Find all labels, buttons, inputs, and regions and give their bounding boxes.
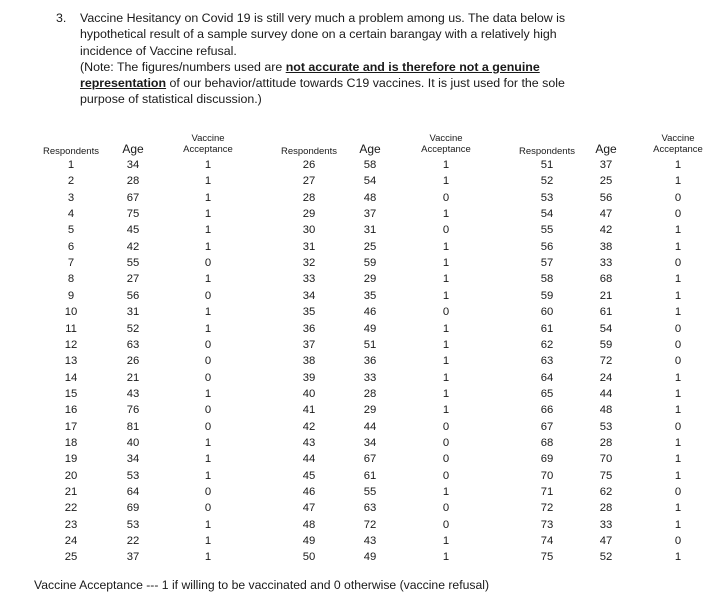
age-cell: 63 [126,338,140,351]
age-cell: 31 [363,224,377,237]
age-cell: 45 [126,224,140,237]
vaccine-acceptance-cell: 1 [204,535,212,548]
age-cell: 25 [363,240,377,253]
vaccine-header-line-1: Vaccine [191,133,225,144]
age-cell: 31 [126,306,140,319]
age-cell: 56 [599,191,613,204]
vaccine-acceptance-cell: 0 [674,420,682,433]
age-cell: 69 [126,502,140,515]
vaccine-acceptance-cell: 0 [674,355,682,368]
respondent-number-cell: 55 [540,224,554,237]
age-cell: 34 [126,453,140,466]
respondent-number-cell: 10 [64,306,78,319]
respondent-number-cell: 71 [540,486,554,498]
vaccine-acceptance-cell: 0 [204,257,212,270]
age-cell: 29 [363,273,377,286]
vaccine-acceptance-cell: 1 [204,273,212,286]
age-cell: 44 [599,387,613,400]
age-cell: 52 [599,551,613,564]
respondent-number-cell: 73 [540,518,554,531]
respondent-number-cell: 59 [540,289,554,302]
problem-note [80,59,596,108]
respondent-number-cell: 34 [302,289,316,302]
age-cell: 48 [363,191,377,204]
age-cell: 76 [126,404,140,417]
vaccine-acceptance-cell: 0 [204,289,212,302]
age-cell: 43 [126,387,140,400]
age-cell: 72 [363,518,377,531]
vaccine-acceptance-cell: 1 [442,387,450,400]
age-header-1: Age [122,142,144,156]
vaccine-acceptance-cell: 1 [204,518,212,531]
respondent-number-cell: 64 [540,371,554,384]
age-cell: 52 [126,322,140,335]
vaccine-acceptance-cell: 0 [674,535,682,548]
respondent-number-cell: 7 [67,257,75,270]
vaccine-acceptance-cell: 1 [204,469,212,482]
vaccine-acceptance-cell: 1 [674,371,682,384]
respondent-number-cell: 35 [302,306,316,319]
age-cell: 46 [363,306,377,319]
problem-statement [56,10,596,108]
respondent-number-cell: 63 [540,355,554,368]
note-line-3: purpose of statistical discussion.) [80,92,262,107]
respondent-number-cell: 67 [540,420,554,433]
respondent-number-cell: 19 [64,453,78,466]
vaccine-acceptance-cell: 0 [674,322,682,335]
vaccine-acceptance-cell: 1 [674,502,682,515]
vaccine-acceptance-cell: 1 [204,224,212,237]
vaccine-acceptance-cell: 1 [674,453,682,466]
age-cell: 28 [126,175,140,188]
vaccine-acceptance-cell: 0 [442,224,450,237]
note-line-1 [80,59,596,75]
vaccine-acceptance-cell: 1 [674,387,682,400]
respondent-number-cell: 25 [64,551,78,564]
respondent-number-cell: 48 [302,518,316,531]
respondent-number-cell: 18 [64,436,78,449]
respondent-number-cell: 17 [64,420,78,433]
age-cell: 26 [126,355,140,368]
age-cell: 75 [126,208,140,221]
respondent-number-cell: 61 [540,322,554,335]
age-cell: 34 [363,436,377,449]
vaccine-acceptance-cell: 1 [442,322,450,335]
age-cell: 55 [126,257,140,270]
respondent-number-cell: 62 [540,338,554,351]
vaccine-header-line-1: Vaccine [661,133,695,144]
respondent-number-cell: 75 [540,551,554,564]
age-cell: 48 [599,404,613,417]
age-cell: 67 [363,453,377,466]
vaccine-acceptance-cell: 0 [442,502,450,515]
respondent-number-cell: 37 [302,338,316,351]
respondent-number-cell: 42 [302,420,316,433]
respondents-header-3: Respondents [519,146,575,157]
vaccine-acceptance-cell: 1 [204,436,212,449]
respondent-number-cell: 23 [64,518,78,531]
legend-footnote: Vaccine Acceptance --- 1 if willing to be vaccinated and 0 otherwise (vaccine refusal) [34,578,490,592]
respondent-number-cell: 20 [64,469,78,482]
respondent-number-cell: 31 [302,240,316,253]
age-cell: 44 [363,420,377,433]
age-cell: 22 [126,535,140,548]
vaccine-acceptance-cell: 0 [442,453,450,466]
respondent-number-cell: 9 [67,289,75,302]
age-cell: 35 [363,289,377,302]
respondent-number-cell: 65 [540,387,554,400]
age-cell: 21 [126,371,140,384]
note-line-2 [80,75,596,91]
vaccine-acceptance-cell: 1 [674,551,682,564]
vaccine-acceptance-header-2 [416,133,476,155]
vaccine-acceptance-header-1 [178,133,238,155]
respondent-number-cell: 74 [540,535,554,548]
age-cell: 47 [599,535,613,548]
vaccine-acceptance-cell: 1 [674,273,682,286]
respondent-number-cell: 1 [67,159,75,171]
respondent-number-cell: 29 [302,208,316,221]
age-cell: 72 [599,355,613,368]
respondent-number-cell: 54 [540,208,554,221]
respondent-number-cell: 41 [302,404,316,417]
data-table-group-1 [0,132,720,562]
respondent-number-cell: 38 [302,355,316,368]
age-cell: 27 [126,273,140,286]
vaccine-acceptance-cell: 1 [442,159,450,171]
problem-number: 3. [56,11,67,25]
age-cell: 33 [599,518,613,531]
vaccine-acceptance-cell: 0 [674,486,682,498]
vaccine-acceptance-cell: 1 [442,551,450,564]
vaccine-acceptance-cell: 1 [204,191,212,204]
vaccine-acceptance-cell: 1 [442,289,450,302]
respondents-header-2: Respondents [281,146,337,157]
respondent-number-cell: 72 [540,502,554,515]
age-cell: 67 [126,191,140,204]
age-cell: 42 [126,240,140,253]
vaccine-acceptance-cell: 1 [204,453,212,466]
vaccine-acceptance-cell: 1 [674,159,682,171]
respondent-number-cell: 53 [540,191,554,204]
vaccine-acceptance-cell: 0 [442,191,450,204]
vaccine-acceptance-cell: 1 [674,175,682,188]
note-suffix-1: of our behavior/attitude towards C19 vaccines. It is just used for the sole [166,76,565,91]
age-cell: 54 [599,322,613,335]
respondent-number-cell: 56 [540,240,554,253]
vaccine-acceptance-cell: 1 [204,159,212,171]
age-cell: 53 [126,518,140,531]
age-cell: 53 [599,420,613,433]
vaccine-acceptance-cell: 1 [674,436,682,449]
respondent-number-cell: 26 [302,159,316,171]
age-cell: 70 [599,453,613,466]
age-cell: 37 [126,551,140,564]
respondent-number-cell: 11 [65,322,77,335]
age-cell: 75 [599,469,613,482]
vaccine-acceptance-cell: 1 [442,486,450,498]
respondent-number-cell: 24 [64,535,78,548]
respondent-number-cell: 60 [540,306,554,319]
age-cell: 61 [363,469,377,482]
vaccine-header-line-1: Vaccine [429,133,463,144]
vaccine-acceptance-cell: 1 [442,273,450,286]
respondent-number-cell: 30 [302,224,316,237]
age-cell: 58 [363,159,377,171]
vaccine-acceptance-cell: 0 [204,371,212,384]
vaccine-header-line-2: Acceptance [183,144,233,155]
age-cell: 51 [363,338,377,351]
respondent-number-cell: 40 [302,387,316,400]
respondent-number-cell: 33 [302,273,316,286]
respondent-number-cell: 21 [64,486,78,498]
vaccine-acceptance-cell: 1 [442,404,450,417]
note-emphasis-2: representation [80,76,167,91]
respondent-number-cell: 5 [67,224,75,237]
respondent-number-cell: 43 [302,436,316,449]
age-cell: 43 [363,535,377,548]
vaccine-acceptance-cell: 0 [204,420,212,433]
vaccine-acceptance-cell: 1 [674,224,682,237]
age-cell: 36 [363,355,377,368]
respondent-number-cell: 50 [302,551,316,564]
age-header-3: Age [595,142,617,156]
respondent-number-cell: 52 [540,175,554,188]
age-cell: 55 [363,486,377,498]
age-cell: 40 [126,436,140,449]
vaccine-acceptance-cell: 1 [442,175,450,188]
respondent-number-cell: 28 [302,191,316,204]
problem-line-2: hypothetical result of a sample survey done on a certain barangay with a relatively high [80,27,557,42]
vaccine-acceptance-cell: 0 [442,518,450,531]
problem-line-1: Vaccine Hesitancy on Covid 19 is still very much a problem among us. The data below is [80,11,566,25]
age-cell: 63 [363,502,377,515]
age-cell: 21 [599,289,613,302]
respondent-number-cell: 2 [67,175,75,188]
vaccine-acceptance-cell: 0 [204,404,212,417]
vaccine-acceptance-cell: 1 [674,469,682,482]
age-cell: 47 [599,208,613,221]
age-cell: 42 [599,224,613,237]
age-cell: 37 [363,208,377,221]
age-cell: 29 [363,404,377,417]
vaccine-acceptance-cell: 1 [674,289,682,302]
vaccine-acceptance-cell: 0 [674,208,682,221]
age-header-2: Age [359,142,381,156]
respondent-number-cell: 32 [302,257,316,270]
age-cell: 81 [126,420,140,433]
vaccine-acceptance-cell: 1 [674,306,682,319]
respondents-header-1: Respondents [43,146,99,157]
vaccine-acceptance-cell: 0 [442,420,450,433]
respondent-number-cell: 70 [540,469,554,482]
respondent-number-cell: 22 [64,502,78,515]
age-cell: 59 [599,338,613,351]
age-cell: 28 [363,387,377,400]
note-prefix: (Note: The figures/numbers used are [80,59,286,74]
vaccine-acceptance-cell: 1 [442,338,450,351]
vaccine-header-line-2: Acceptance [421,144,471,155]
age-cell: 25 [599,175,613,188]
vaccine-acceptance-cell: 0 [204,486,212,498]
respondent-number-cell: 6 [67,240,75,253]
respondent-number-cell: 46 [302,486,316,498]
respondent-number-cell: 45 [302,469,316,482]
respondent-number-cell: 44 [302,453,316,466]
age-cell: 28 [599,502,613,515]
respondent-number-cell: 57 [540,257,554,270]
respondent-number-cell: 3 [67,191,75,204]
vaccine-acceptance-cell: 1 [442,355,450,368]
respondent-number-cell: 36 [302,322,316,335]
age-cell: 49 [363,551,377,564]
vaccine-acceptance-cell: 1 [204,208,212,221]
age-cell: 64 [126,486,140,498]
problem-line-3: incidence of Vaccine refusal. [80,43,237,58]
age-cell: 68 [599,273,613,286]
respondent-number-cell: 39 [302,371,316,384]
respondent-number-cell: 27 [302,175,316,188]
vaccine-acceptance-cell: 1 [204,551,212,564]
age-cell: 54 [363,175,377,188]
vaccine-acceptance-cell: 1 [674,404,682,417]
age-cell: 61 [599,306,613,319]
vaccine-acceptance-cell: 1 [204,175,212,188]
age-cell: 34 [126,159,140,171]
vaccine-acceptance-header-3 [648,133,708,155]
age-cell: 62 [599,486,613,498]
vaccine-acceptance-cell: 1 [204,322,212,335]
age-cell: 28 [599,436,613,449]
respondent-number-cell: 66 [540,404,554,417]
respondent-number-cell: 58 [540,273,554,286]
vaccine-acceptance-cell: 1 [442,371,450,384]
vaccine-acceptance-cell: 1 [204,306,212,319]
respondent-number-cell: 51 [540,159,554,171]
vaccine-acceptance-cell: 0 [674,257,682,270]
vaccine-acceptance-cell: 0 [674,191,682,204]
vaccine-acceptance-cell: 0 [674,338,682,351]
vaccine-acceptance-cell: 0 [442,306,450,319]
vaccine-acceptance-cell: 1 [442,240,450,253]
respondent-number-cell: 15 [64,387,78,400]
age-cell: 56 [126,289,140,302]
respondent-number-cell: 13 [64,355,78,368]
age-cell: 33 [363,371,377,384]
note-emphasis-1: not accurate and is therefore not a genuine [285,59,540,74]
respondent-number-cell: 4 [67,208,75,221]
vaccine-acceptance-cell: 1 [674,240,682,253]
respondent-number-cell: 47 [302,502,316,515]
age-cell: 33 [599,257,613,270]
age-cell: 59 [363,257,377,270]
age-cell: 38 [599,240,613,253]
vaccine-acceptance-cell: 1 [674,518,682,531]
vaccine-acceptance-cell: 0 [442,436,450,449]
problem-description [80,10,596,59]
respondent-number-cell: 68 [540,436,554,449]
age-cell: 37 [599,159,613,171]
vaccine-acceptance-cell: 1 [442,257,450,270]
vaccine-acceptance-cell: 0 [204,502,212,515]
vaccine-acceptance-cell: 1 [442,535,450,548]
vaccine-acceptance-cell: 1 [204,387,212,400]
age-cell: 49 [363,322,377,335]
age-cell: 24 [599,371,613,384]
vaccine-acceptance-cell: 0 [204,355,212,368]
vaccine-header-line-2: Acceptance [653,144,703,155]
vaccine-acceptance-cell: 0 [442,469,450,482]
vaccine-acceptance-cell: 0 [204,338,212,351]
vaccine-acceptance-cell: 1 [204,240,212,253]
respondent-number-cell: 16 [64,404,78,417]
respondent-number-cell: 8 [67,273,75,286]
respondent-number-cell: 49 [302,535,316,548]
vaccine-acceptance-cell: 1 [442,208,450,221]
respondent-number-cell: 14 [64,371,78,384]
respondent-number-cell: 69 [540,453,554,466]
respondent-number-cell: 12 [64,338,78,351]
age-cell: 53 [126,469,140,482]
